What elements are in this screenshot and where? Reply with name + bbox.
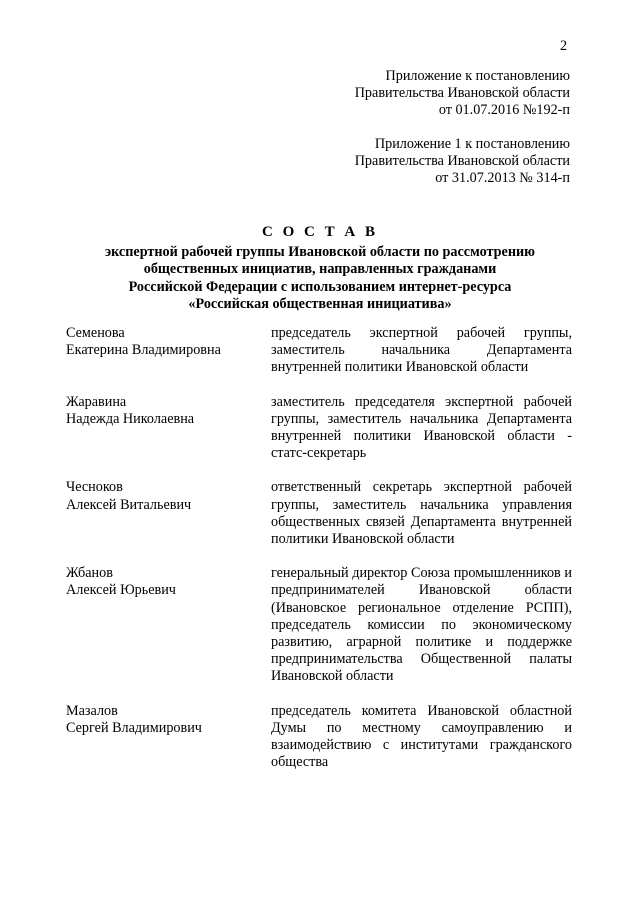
appendix-line: от 01.07.2016 №192-п: [438, 102, 570, 119]
member-given-names: Алексей Юрьевич: [66, 582, 176, 599]
member-entry: [66, 703, 572, 772]
member-given-names: Сергей Владимирович: [66, 719, 202, 736]
document-title: [60, 224, 580, 313]
members-list: [66, 325, 572, 788]
title-line: «Российская общественная инициатива»: [188, 295, 452, 312]
member-name: [66, 325, 271, 377]
appendix-reference-current: [355, 68, 570, 120]
title-line: экспертной рабочей группы Ивановской области по рассмотрению: [104, 244, 536, 261]
member-given-names: Екатерина Владимировна: [66, 342, 221, 359]
member-name: [66, 703, 271, 772]
title-heading: С О С Т А В: [262, 224, 378, 240]
member-surname: Мазалов: [66, 702, 118, 719]
member-given-names: Алексей Витальевич: [66, 496, 192, 513]
title-line: Российской Федерации с использованием интернет-ресурса: [128, 278, 512, 295]
appendix-line: Приложение к постановлению: [385, 68, 570, 84]
title-line: общественных инициатив, направленных гражданами: [143, 261, 497, 278]
member-surname: Жаравина: [66, 393, 127, 410]
member-surname: Жбанов: [66, 565, 113, 582]
member-given-names: Надежда Николаевна: [66, 410, 195, 427]
member-entry: [66, 565, 572, 685]
member-surname: Чесноков: [66, 479, 123, 496]
appendix-line: Приложение 1 к постановлению: [374, 136, 570, 152]
member-role: генеральный директор Союза промышленников и предпринимателей Ивановской области (Ивановское региональное отделение РСПП), председатель комиссии по экономическому развитию, аграрной политике и поддержке предпринимательства Общественной палаты Ивановской области: [271, 565, 572, 685]
member-name: [66, 565, 271, 685]
appendix-line: Правительства Ивановской области: [354, 85, 570, 102]
member-role: председатель комитета Ивановской областной Думы по местному самоуправлению и взаимодействию с институтами гражданского общества: [271, 702, 572, 771]
member-role: ответственный секретарь экспертной рабочей группы, заместитель начальника управления общественных связей Департамента внутренней политики Ивановской области: [271, 479, 572, 548]
appendix-reference-original: [355, 136, 570, 188]
appendix-line: Правительства Ивановской области: [354, 153, 570, 170]
member-role: председатель экспертной рабочей группы, заместитель начальника Департамента внутренней политики Ивановской области: [271, 325, 572, 376]
member-role: заместитель председателя экспертной рабочей группы, заместитель начальника Департамента внутренней политики Ивановской области - статс-секретарь: [271, 393, 572, 462]
member-entry: [66, 394, 572, 463]
member-entry: [66, 325, 572, 377]
appendix-line: от 31.07.2013 № 314-п: [435, 170, 570, 187]
member-name: [66, 394, 271, 463]
page-number: 2: [560, 38, 568, 54]
member-surname: Семенова: [66, 325, 125, 341]
member-name: [66, 479, 271, 548]
member-entry: [66, 479, 572, 548]
